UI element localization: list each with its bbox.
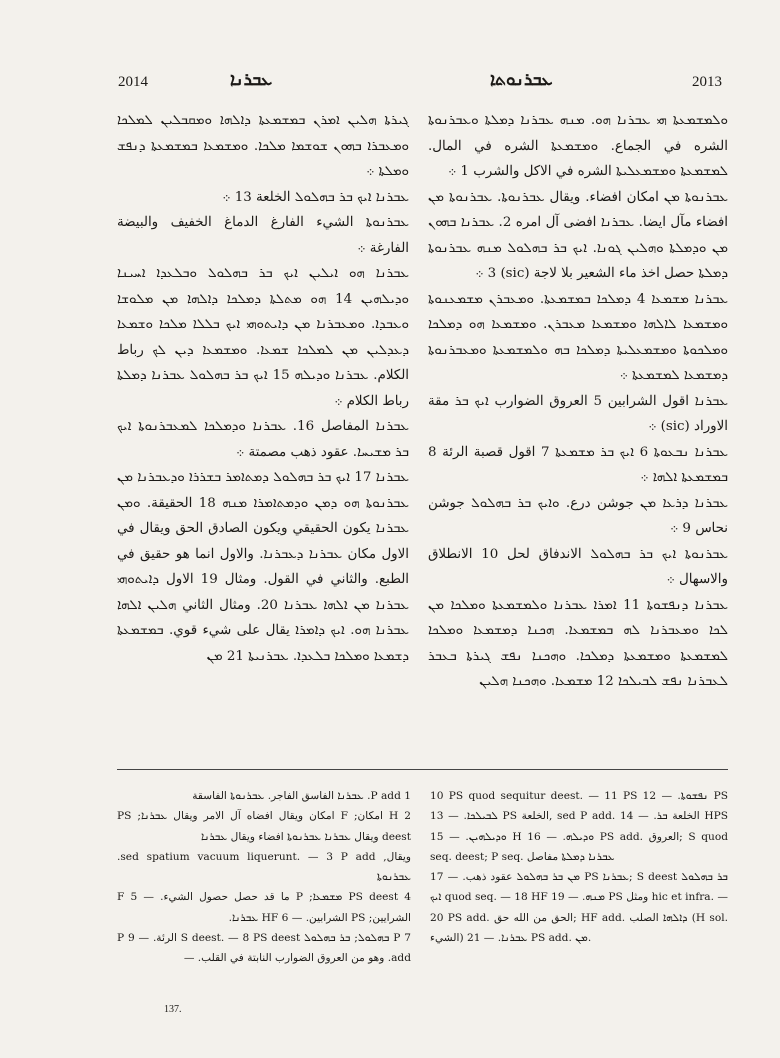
right-column-text — [428, 108, 728, 758]
paragraph: ܥܒܪܢܐ ܢܒܥܘܬܐ 6 ܐܝܟ ܒܪ ܡܫܡܥܬܐ 7 اقول قصبة الرئة 8 ܒܡܫܡܥܬܐ ܐܠܗܐ ܀ — [428, 444, 728, 485]
signature-mark: 137. — [164, 1004, 182, 1015]
right-running-head: ܥܒܪܢܘܬܐ — [490, 70, 553, 90]
right-page-header — [400, 70, 780, 98]
paragraph: ܥܒܪܢܐ ܕܢܦܫܘܬܐ 11 ܐܡܪܐ ܥܒܪܢܐ ܘܠܡܫܡܥܬܐ ܘܡܠܟܐ ܡܢ ܠܟܐ ܘܡܥܒܪܢܐ ܠܗ ܒܡܫܡܥܐ. ܗܟܢܐ ܕܡܫܡܥܐ ܘܡܠܟܐ ܠܡܫܡܥܬܐ ܘܡܫܡܥܬܐ ܕܡܠܟܐ. ܘܗܟܢܐ ܢܦܫ ܓܝܪܬܐ ܒܥܒܪ ܠܥܒܪܢܐ ܢܦܫ ܠܒܝܠܟܐ 12 ܡܫܡܥܐ. ܘܗܟܢܐ ܗܠܝܢ — [428, 597, 728, 689]
right-page-number: 2013 — [692, 74, 722, 90]
left-footnotes — [117, 786, 411, 986]
left-running-head: ܥܒܪܢܐ — [230, 70, 273, 90]
footnote: 4 PS deest ܡܫܡܥܐ; P ما قد حصل حصول الشيء. — 5 F الشرايين; PS الشرابين. — 6 HF ܥܒܪܢܐ. — [117, 891, 411, 924]
left-column-text — [117, 108, 409, 758]
paragraph: ܥܒܪܢܐ ܗܘ ܐܝܠܝܢ ܐܝܟ ܒܪ ܒܗܠܘܠ ܘܒܠܥܕܐ ܐܚܝܢܐ ܘܕܝܠܗܝܢ 14 ܗܘ ܡܬܠܬܐ ܕܡܠܟܐ ܕܐܠܗܐ ܡܢ ܡܠܘܫܐ ܘܥܒܕܐ. ܘܡܥܒܪܢܐ ܡܢ ܕܐܝܬܘܗܝ ܐܝܟ ܒܠܠܐ ܡܠܟܐ ܘܫܡܥܐ ܕܥܕܠܝܢ ܡܢ ܠܡܠܟܐ ܫܡܥܐ. ܘܡܫܡܥܐ ܕܝܢ ܠܟ رباط الكلام. ܥܒܪܢܐ ܘܕܝܠܗ 15 ܐܝܟ ܒܪ ܒܗܠܘܠ ܥܒܪܢܐ ܕܡܠܬܐ رباط الكلام ܀ — [117, 266, 409, 409]
paragraph: ܥܒܪܢܐ 17 ܐܝܟ ܒܪ ܒܗܠܘܠ ܕܡܬܐܡܪ ܒܫܪܪܐ ܘܕܥܒܪܢܐ ܡܢ ܥܒܪܢܘܬܐ ܗܘ ܕܡܢ ܘܕܡܬܐܡܪܐ ܡܢܗ 18 الحقيقة. ܘܡܢ ܥܒܪܢܐ يكون الحقيقي ويكون الصادق الحق ويقال في الاول مكان ܥܒܪܢܐ ܕܥܒܪܢܐ. والاول انما هو حقيق في الطبع. والثاني في القول. ومثال 19 الاول ܕܐܝܬܘܗܝ ܥܒܪܢܐ ܡܢ ܐܠܗܐ ܥܒܪܢܐ 20. ومثال الثاني ܗܠܝܢ ܐܠܗܐ ܥܒܪܢܐ ܗܘ. ܐܝܟ ܕܐܡܪܐ يقال على شيء قوي. ܒܡܫܡܥܬܐ ܕܫܡܥܐ ܘܡܠܟܐ ܒܠܥܕܐ. ܥܒܪܢܝܬܐ 21 ܡܢ — [117, 470, 409, 664]
footnote: ܡܢ ܒܪ ܒܗܠܘܠ عقود ذهب. — 17 PS ܥܒܪܢܐ; S deest ܒܪ ܒܗܠܘܠ ܐܝܟ quod seq. — 18 HF ܡܢܗ. — 19 PS ومثل hic et infra. — 20 PS add. الحق من الله حق; HF add. ܕܐܠܗܐ الصلب (H sol. الشيء) ܥܒܪܢܐ. — 21 PS add. ܡܢ. — [430, 871, 728, 945]
paragraph: ܓܝܪܬܐ ܗܠܝܢ ܐܡܪܢ ܒܡܫܡܥܬܐ ܕܐܠܗܐ ܘܡܩܒܠܝܢ ܠܡܠܟܐ ܘܡܥܒܪܐ ܒܗܘܢ ܫܘܫܡܐ ܡܠܟܐ. ܘܡܫܡܥܐ ܒܡܫܡܥܬܐ ܕܢܦܫ ܘܡܠܬܐ ܀ — [117, 113, 409, 179]
left-page-number: 2014 — [118, 74, 148, 90]
paragraph: ܥܒܪܢܘܬܐ ܐܝܟ ܒܪ ܒܗܠܘܠ الاندفاق لحل 10 الانطلاق والاسهال ܀ — [428, 546, 728, 587]
paragraph: ܘܠܡܫܡܥܬܐ ܗܝ ܥܒܪܢܐ ܗܘ. ܡܢܗ ܥܒܪܢܐ ܕܡܠܬܐ ܘܥܒܪܢܘܬܐ الشره في الجماع. ܘܡܫܡܥܬܐ الشره في المال. ܠܡܫܡܥܬܐ ܘܡܫܡܥܠܝܬܐ الشره في الاكل والشرب 1 ܀ — [428, 113, 728, 179]
footnote: 7 P ܒܗܠܘܠ; ܒܪ ܒܗܠܘܠ S deest. — 8 PS deest الرئة. — 9 P add. وهو من العروق الضوارب النابتة في القلب. — — [117, 932, 411, 965]
footnote-divider — [117, 769, 728, 770]
footnote: 2 H امكان; F امكان ويقال افضاه آل الامر ويقال ܥܒܪܢܐ; PS deest ويقال ܥܒܪܢܐ ܥܒܪܢܘܬܐ افضاء ويقال ܥܒܪܢܐ — [117, 810, 411, 843]
paragraph: ܥܒܪܢܐ ܐܝܟ ܒܪ ܒܗܠܘܠ الخلعة 13 ܀ — [222, 189, 409, 205]
paragraph: ܥܒܪܢܐ ܡܫܡܥܐ 4 ܕܡܠܟܐ ܒܡܫܡܥܬܐ. ܘܡܥܒܪܢ ܡܫܡܥܢܘܬܐ ܘܡܫܡܥܐ ܠܐܠܗܐ ܘܡܫܡܥܐ ܡܥܒܪܢ. ܘܡܫܡܥܐ ܗܘ ܕܡܠܟܐ ܘܡܠܟܘܬܐ ܘܡܫܡܥܠܝܬܐ ܕܡܠܟܐ ܒܗ ܘܠܡܫܡܥܬܐ ܘܡܥܒܪܢܘܬܐ ܕܡܫܡܥܐ ܠܡܫܡܥܬܐ ܀ — [428, 291, 728, 383]
footnote: 1 P add. ܥܒܪܢܐ الفاسق الفاجر. ܥܒܪܢܘܬܐ الفاسقة — [192, 790, 411, 802]
paragraph: ܥܒܪܢܘܬܐ ܡܢ امكان افضاء. ويقال ܥܒܪܢܘܬܐ. ܥܒܪܢܘܬܐ ܡܢ افضاء مآل ايضا. ܥܒܪܢܐ افضى آل امره 2. ܥܒܪܢܐ ܒܗܘܢ ܡܢ ܘܕܡܠܬܐ ܘܗܠܝܢ ܓܘܢܐ. ܐܝܟ ܒܪ ܒܗܠܘܠ ܡܢܗ ܥܒܪܢܘܬܐ ܕܡܠܬܐ حصل اخذ ماء الشعير بلا لاجة (sic) 3 ܀ — [428, 189, 728, 281]
left-page-header — [0, 70, 400, 98]
footnote: ويقال, sed spatium vacuum liquerunt. — 3 P add. ܥܒܪܢܘܬܐ — [117, 850, 411, 884]
footnote: 10 PS quod sequitur deest. — 11 PS ܢܦܫܘܬܐ. — 12 PS ܠܒܝܠܟܐ. — 13 PS الخلعة, sed P add. الخلعة ܒܪ. — 14 HPS ܘܕܝܠܗܝܢ. — 15 H ܘܕܝܠܗ. — 16 PS add. العروق; S quod seq. deest; P seq. ܥܒܪܢܐ ܕܡܠܬܐ مفاصل — [430, 790, 728, 863]
right-footnotes — [430, 786, 728, 986]
paragraph: ܥܒܪܢܐ المفاصل 16. ܥܒܪܢܐ ܘܕܡܠܟܐ ܠܡܥܒܪܢܘܬܐ ܐܝܟ ܒܪ ܡܫܝܚܐ. عقود ذهب مصمتة ܀ — [117, 419, 409, 460]
paragraph: ܥܒܪܢܐ اقول الشرابين 5 العروق الضوارب ܐܝܟ ܒܪ مقة الاوراد (sic) ܀ — [428, 393, 728, 434]
paragraph: ܥܒܪܢܐ ܕܪܥܐ ܡܢ جوشن درع. ܘܐܝܟ ܒܪ ܒܗܠܘܠ جوشن نحاس 9 ܀ — [428, 495, 728, 536]
paragraph: ܥܒܪܢܘܬܐ الشيء الفارغ الدماغ الخفيف والبيضة الفارغة ܀ — [117, 215, 409, 256]
